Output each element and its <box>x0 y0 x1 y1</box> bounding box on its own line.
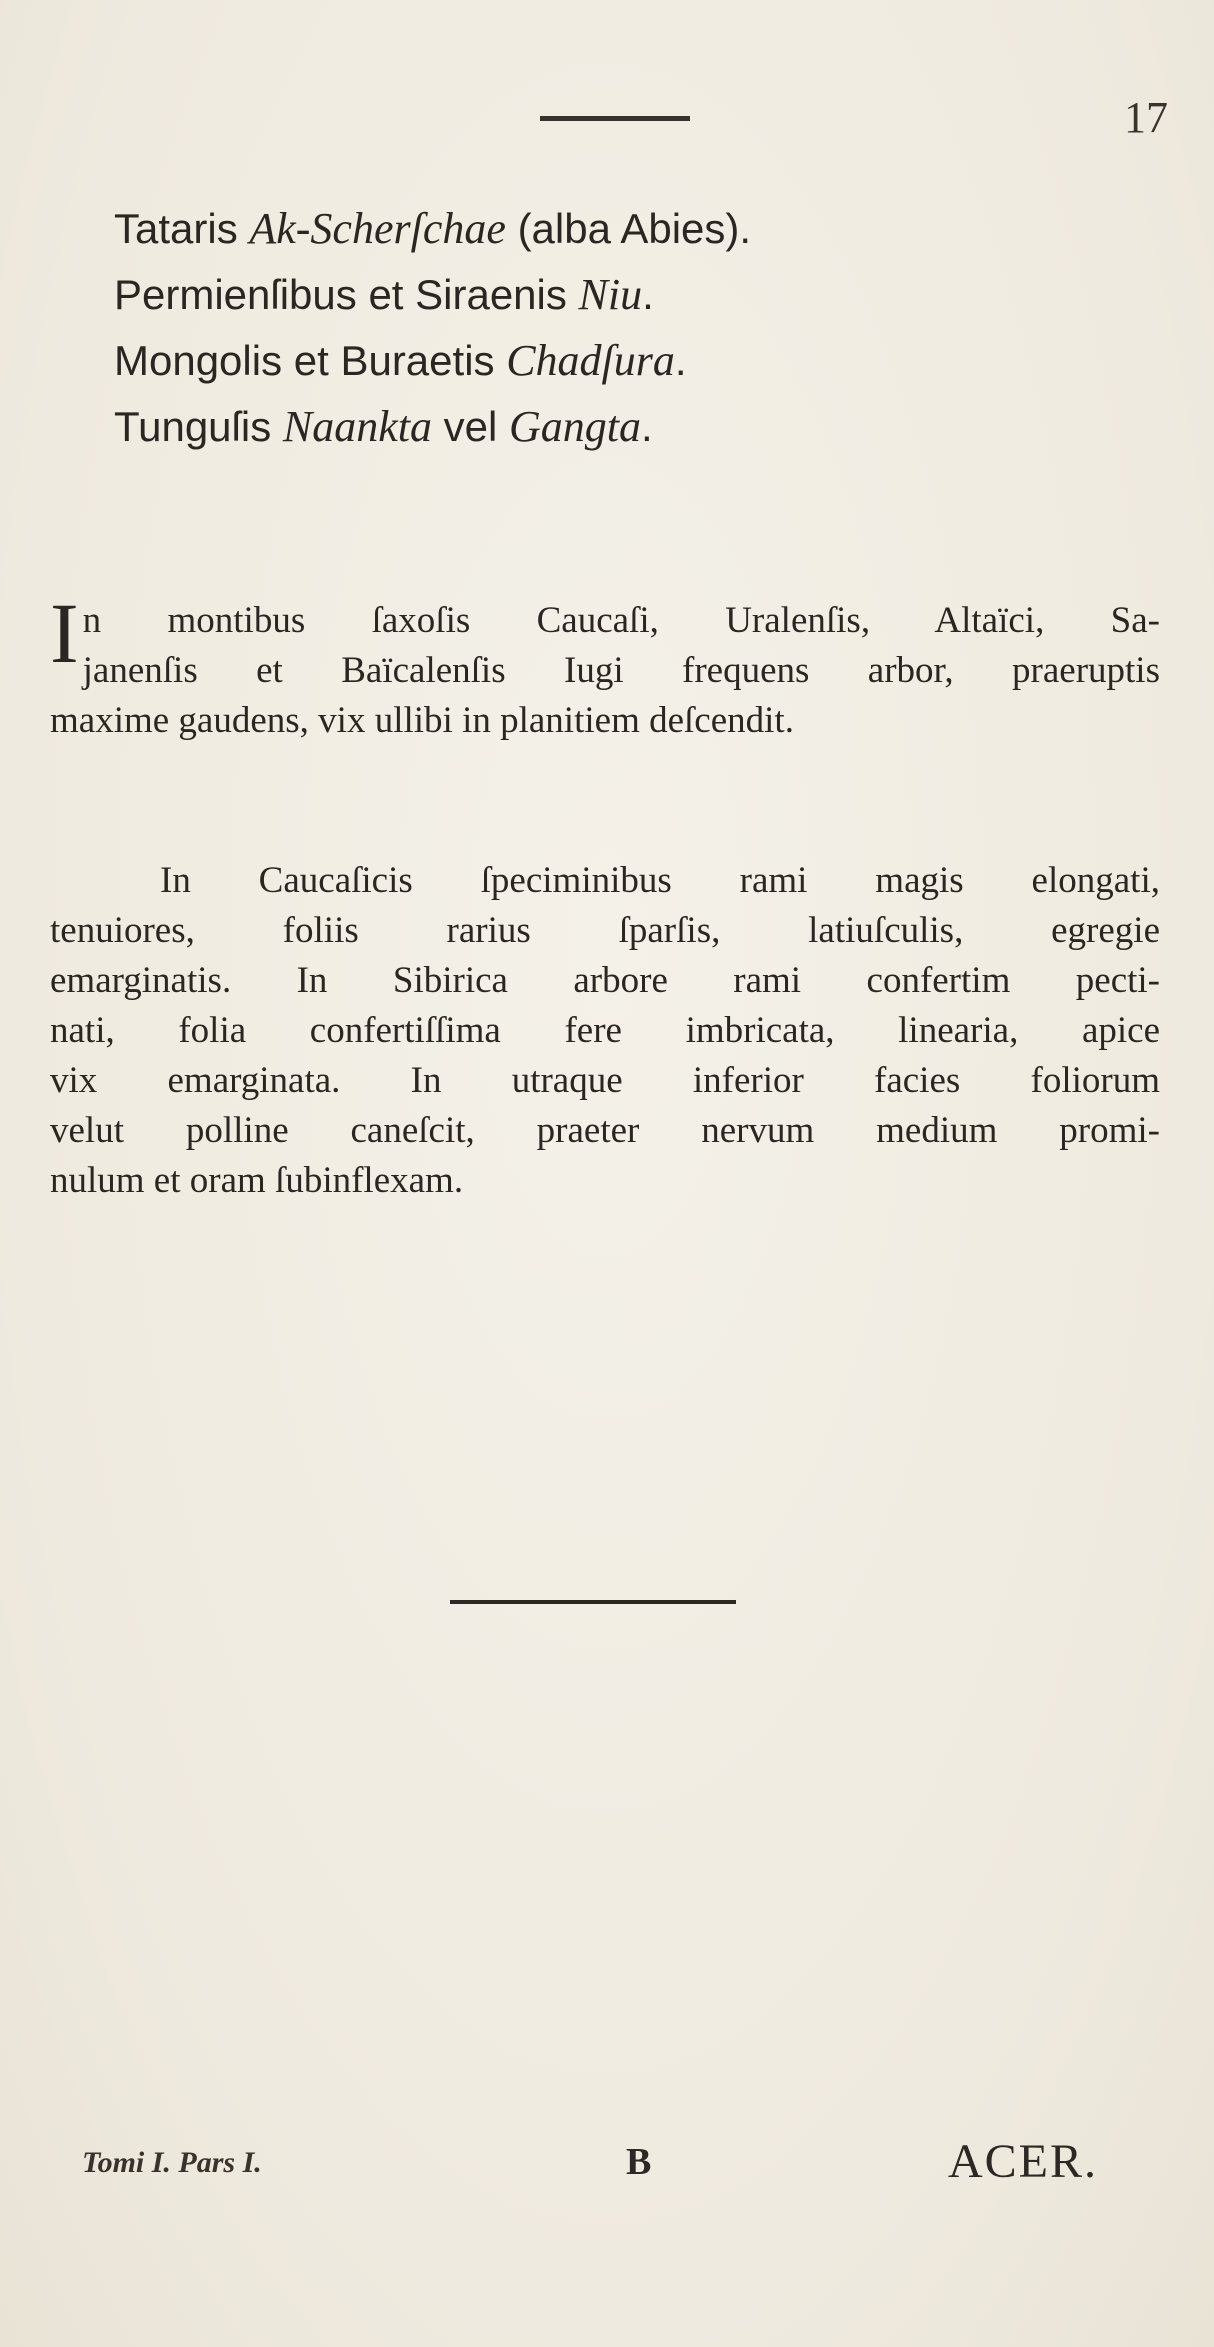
volume-note: Tomi I. Pars I. <box>82 2146 262 2179</box>
vernacular-names <box>114 196 751 460</box>
text-line: In Caucaſicis ſpeciminibus rami magis elongati, <box>160 860 1160 901</box>
text-line: vix emarginata. In utraque inferior facies foliorum <box>50 1060 1160 1101</box>
description-paragraph <box>50 856 1160 1206</box>
text-line: n montibus ſaxoſis Caucaſi, Uralenſis, Altaïci, Sa- <box>82 600 1160 641</box>
name-line: Tataris Ak-Scherſchae (alba Abies). <box>114 204 752 253</box>
text-line: emarginatis. In Sibirica arbore rami confertim pecti- <box>50 960 1160 1001</box>
vernacular-name: Ak-Scherſchae <box>249 204 506 253</box>
text-line: maxime gaudens, vix ullibi in planitiem deſcendit. <box>50 700 794 741</box>
vernacular-name: Niu <box>578 270 643 319</box>
header-rule <box>540 116 690 121</box>
text-line: tenuiores, foliis rarius ſparſis, latiuſculis, egregie <box>50 910 1160 951</box>
habitat-paragraph <box>50 585 1160 746</box>
catchword: ACER. <box>948 2135 1099 2188</box>
text-line: velut polline caneſcit, praeter nervum medium promi- <box>50 1110 1160 1151</box>
page-number: 17 <box>1124 93 1168 142</box>
section-rule <box>450 1600 736 1604</box>
vernacular-name: Chadſura <box>506 336 675 385</box>
signature-mark: B <box>626 2141 652 2183</box>
name-line: Permienſibus et Siraenis Niu. <box>114 270 654 319</box>
name-line: Mongolis et Buraetis Chadſura. <box>114 336 687 385</box>
vernacular-name: Gangta <box>509 402 642 451</box>
text-line: janenſis et Baïcalenſis Iugi frequens arbor, praeruptis <box>82 650 1160 691</box>
text-line: nulum et oram ſubinflexam. <box>50 1160 464 1201</box>
vernacular-name: Naankta <box>282 402 432 451</box>
name-line: Tunguſis Naankta vel Gangta. <box>114 402 653 451</box>
text-line: nati, folia confertiſſima fere imbricata, linearia, apice <box>50 1010 1160 1051</box>
drop-cap: I <box>50 585 79 681</box>
